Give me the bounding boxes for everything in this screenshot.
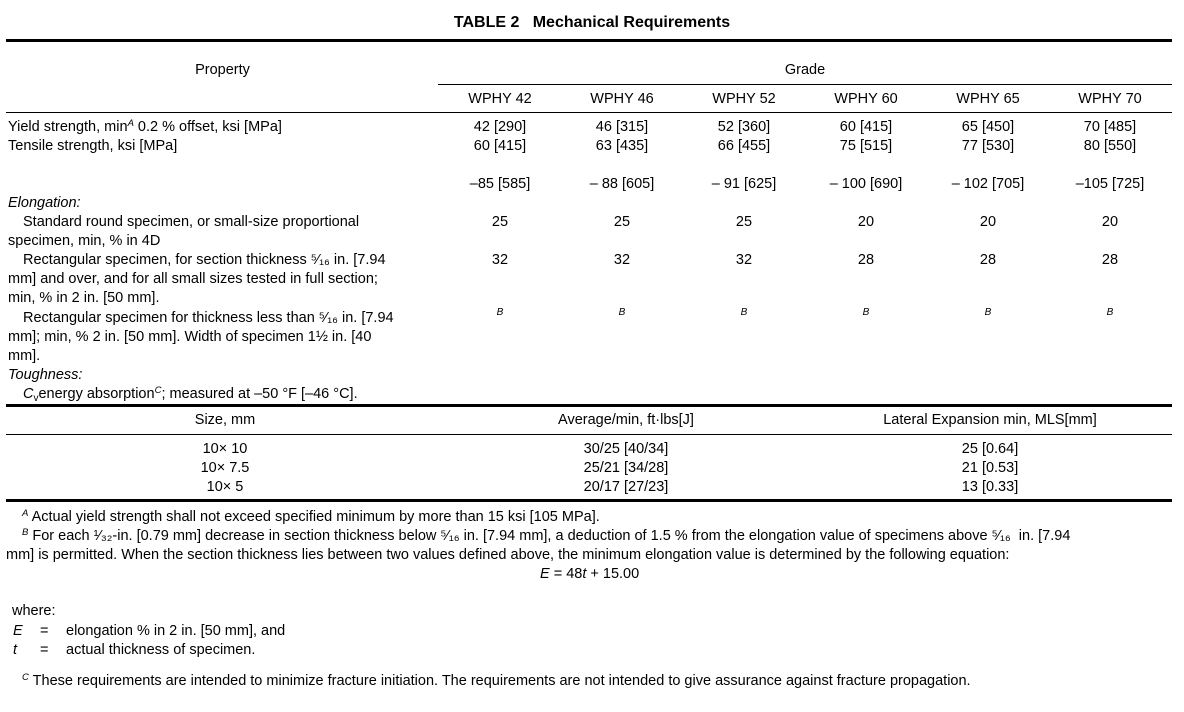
- def-symbol-t: t: [13, 642, 18, 658]
- footnote-b-line2: mm] is permitted. When the section thickness lies between two values defined above, the minimum elongation value is determined by the following equation:: [6, 547, 1010, 563]
- rect-thick-cell: 32: [491, 252, 509, 268]
- header-bottom-rule: [6, 112, 1172, 113]
- tensile-strength-max-cell: –105 [725]: [1075, 176, 1145, 192]
- rect-thin-cell: B: [1106, 307, 1114, 318]
- rect-thin-label-line1: Rectangular specimen for thickness less than ⁵⁄₁₆ in. [7.94: [23, 310, 394, 326]
- property-header: Property: [195, 62, 250, 78]
- rect-thin-label-line2: mm]; min, % 2 in. [50 mm]. Width of specimen 1½ in. [40: [8, 329, 372, 345]
- rect-thin-cell: B: [496, 307, 504, 318]
- tensile-strength-cell: 66 [455]: [717, 138, 771, 154]
- subtable-cell: 30/25 [40/34]: [583, 441, 669, 457]
- rect-thick-label-line1: Rectangular specimen, for section thickness ⁵⁄₁₆ in. [7.94: [23, 252, 386, 268]
- elongation-label: Elongation:: [8, 195, 81, 211]
- yield-strength-cell: 65 [450]: [961, 119, 1015, 135]
- standard-round-cell: 25: [491, 214, 509, 230]
- bottom-rule: [6, 499, 1172, 502]
- subtable-header-rule: [6, 434, 1172, 435]
- grade-column-header: WPHY 70: [1078, 91, 1142, 107]
- subtable-cell: 25 [0.64]: [961, 441, 1019, 457]
- subtable-cell: 10× 5: [206, 479, 244, 495]
- subtable-cell: 10× 10: [202, 441, 248, 457]
- def-text-e: elongation % in 2 in. [50 mm], and: [66, 623, 286, 639]
- toughness-label: Toughness:: [8, 367, 83, 383]
- rect-thick-cell: 28: [979, 252, 997, 268]
- rect-thin-cell: B: [862, 307, 870, 318]
- def-equals-e: =: [40, 623, 49, 639]
- tensile-strength-max-cell: – 100 [690]: [829, 176, 903, 192]
- rect-thick-cell: 32: [735, 252, 753, 268]
- footnote-b-line1: $^B$ For each ¹⁄₃₂-in. [0.79 mm] decrease in section thickness below ⁵⁄₁₆ in. [7.94 mm], a deduction of 1.5 % from the elongation value of specimens above ⁵⁄₁₆ in. [7.94: [22, 527, 1071, 544]
- rect-thin-cell: B: [984, 307, 992, 318]
- tensile-strength-cell: 63 [435]: [595, 138, 649, 154]
- subtable-cell: 20/17 [27/23]: [583, 479, 669, 495]
- standard-round-label-line2: specimen, min, % in 4D: [8, 233, 161, 249]
- tensile-strength-cell: 60 [415]: [473, 138, 527, 154]
- rect-thick-label-line2: mm] and over, and for all small sizes tested in full section;: [8, 271, 378, 287]
- subtable-cell: 21 [0.53]: [961, 460, 1019, 476]
- table-title: TABLE 2 Mechanical Requirements: [453, 14, 731, 31]
- grade-column-header: WPHY 52: [712, 91, 776, 107]
- standard-round-label-line1: Standard round specimen, or small-size proportional: [23, 214, 360, 230]
- yield-strength-label: Yield strength, $\min^A 0.2$ % offset, ksi [MPa]: [8, 118, 282, 135]
- standard-round-cell: 20: [1101, 214, 1119, 230]
- def-text-t: actual thickness of specimen.: [66, 642, 256, 658]
- subtable-cell: 13 [0.33]: [961, 479, 1019, 495]
- yield-strength-cell: 70 [485]: [1083, 119, 1137, 135]
- def-equals-t: =: [40, 642, 49, 658]
- yield-strength-cell: 46 [315]: [595, 119, 649, 135]
- tensile-strength-cell: 75 [515]: [839, 138, 893, 154]
- top-rule: [6, 39, 1172, 42]
- tensile-strength-cell: 80 [550]: [1083, 138, 1137, 154]
- grade-column-header: WPHY 42: [468, 91, 532, 107]
- grade-column-header: WPHY 60: [834, 91, 898, 107]
- rect-thick-cell: 28: [1101, 252, 1119, 268]
- grade-column-header: WPHY 65: [956, 91, 1020, 107]
- rect-thick-label-line3: min, % in 2 in. [50 mm].: [8, 290, 160, 306]
- rect-thin-cell: B: [740, 307, 748, 318]
- tensile-strength-max-cell: –85 [585]: [469, 176, 531, 192]
- footnote-c: $^C$ These requirements are intended to minimize fracture initiation. The requirements are not intended to give assurance against fracture propagation.: [22, 672, 971, 689]
- rect-thick-cell: 32: [613, 252, 631, 268]
- tensile-strength-max-cell: – 102 [705]: [951, 176, 1025, 192]
- subtable-header-cell: Size, mm: [194, 412, 256, 428]
- standard-round-cell: 25: [613, 214, 631, 230]
- standard-round-cell: 20: [979, 214, 997, 230]
- elongation-equation: E = 48t + 15.00: [540, 566, 640, 582]
- grade-header: Grade: [784, 62, 826, 78]
- subtable-cell: 25/21 [34/28]: [583, 460, 669, 476]
- footnote-a: $^A$ Actual yield strength shall not exceed specified minimum by more than 15 ksi [105 MPa].: [22, 508, 600, 525]
- subtable-header-cell: Average/min, ft·lbs[J]: [558, 412, 694, 428]
- def-symbol-e: E: [13, 623, 23, 639]
- tensile-strength-label: Tensile strength, ksi [MPa]: [8, 138, 178, 154]
- rect-thin-cell: B: [618, 307, 626, 318]
- standard-round-cell: 20: [857, 214, 875, 230]
- yield-strength-cell: 60 [415]: [839, 119, 893, 135]
- cv-energy-label: $C_venergy$ absorption$^C$; measured at –50 °F [–46 °C].: [23, 385, 358, 404]
- yield-strength-cell: 42 [290]: [473, 119, 527, 135]
- tensile-strength-max-cell: – 91 [625]: [711, 176, 777, 192]
- rect-thick-cell: 28: [857, 252, 875, 268]
- rect-thin-label-line3: mm].: [8, 348, 41, 364]
- tensile-strength-cell: 77 [530]: [961, 138, 1015, 154]
- grade-column-header: WPHY 46: [590, 91, 654, 107]
- where-label: where:: [12, 603, 56, 619]
- standard-round-cell: 25: [735, 214, 753, 230]
- subtable-header-cell: Lateral Expansion min, MLS[mm]: [883, 412, 1097, 428]
- tensile-strength-max-cell: – 88 [605]: [589, 176, 655, 192]
- grade-rule: [438, 84, 1172, 85]
- yield-strength-cell: 52 [360]: [717, 119, 771, 135]
- subtable-cell: 10× 7.5: [200, 460, 250, 476]
